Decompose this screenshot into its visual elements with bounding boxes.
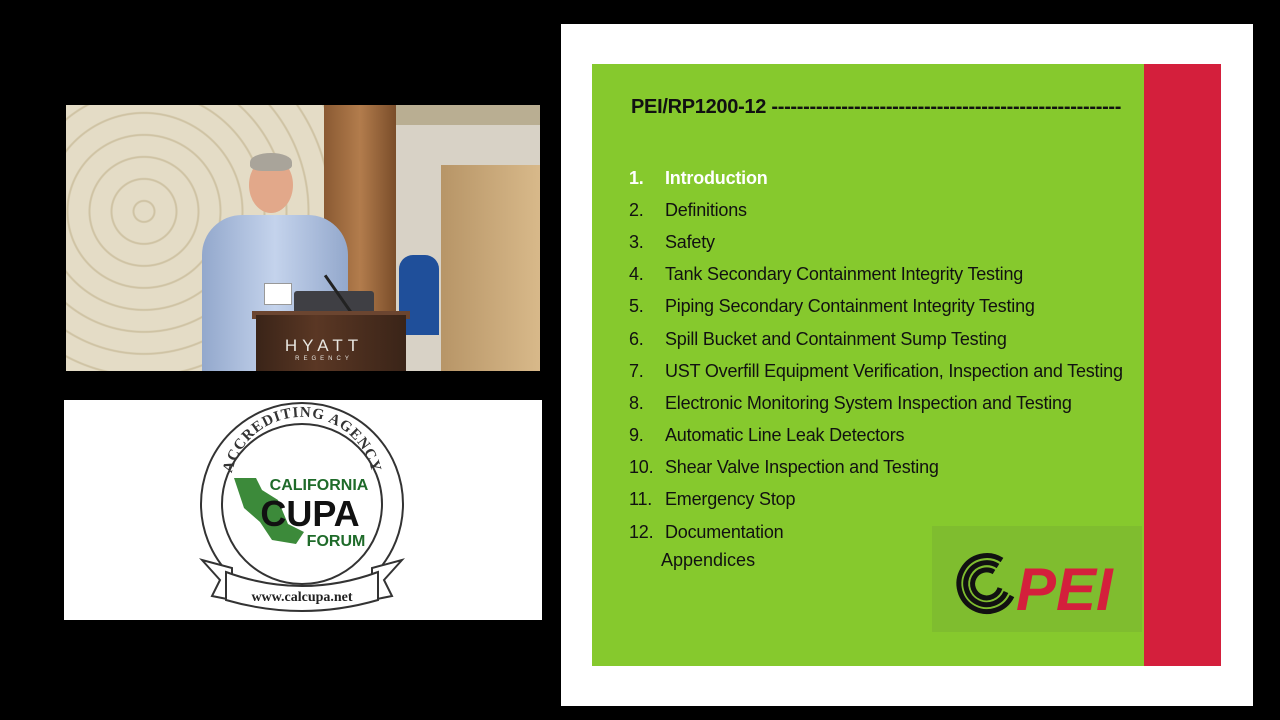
toc-item — [629, 226, 1123, 258]
toc-item — [629, 452, 1123, 484]
toc-item-label: Electronic Monitoring System Inspection and Testing — [665, 392, 1072, 413]
pei-logo — [932, 526, 1142, 632]
toc-item-label: Emergency Stop — [665, 489, 796, 510]
toc-item — [629, 162, 1123, 194]
toc-item — [629, 194, 1123, 226]
toc-item-label: Shear Valve Inspection and Testing — [665, 457, 939, 478]
toc-item — [629, 387, 1123, 419]
logo-line3: FORUM — [306, 533, 366, 550]
pei-logo-graphic — [932, 526, 1142, 632]
slide-red-bar — [1144, 64, 1221, 666]
toc-item-label: Tank Secondary Containment Integrity Testing — [665, 264, 1024, 285]
toc-item-number: 1. — [629, 167, 644, 188]
wall-panel — [441, 165, 540, 371]
toc-item-label: UST Overfill Equipment Verification, Inspection and Testing — [665, 360, 1123, 381]
speaker-video — [66, 105, 540, 371]
pei-swirl-icon — [959, 556, 1012, 612]
toc-item-number: 12. — [629, 521, 654, 542]
logo-url: www.calcupa.net — [251, 590, 353, 605]
toc-item-label: Automatic Line Leak Detectors — [665, 425, 905, 446]
toc-item-number: 2. — [629, 199, 644, 220]
podium-sign — [279, 337, 369, 363]
toc-item-number: 10. — [629, 457, 654, 478]
toc-item — [629, 420, 1123, 452]
toc-item-number: 3. — [629, 231, 644, 252]
toc-item — [629, 355, 1123, 387]
slide-title-dashes: ------------------------------------------------------- — [771, 96, 1122, 118]
table-of-contents — [629, 162, 1123, 548]
cupa-logo-panel — [64, 400, 542, 620]
logo-line1: CALIFORNIA — [269, 477, 369, 494]
logo-line2: CUPA — [260, 493, 360, 534]
toc-item — [629, 323, 1123, 355]
speaker-hair — [250, 153, 292, 171]
slide-title — [631, 96, 1121, 119]
toc-item-number: 9. — [629, 425, 644, 446]
toc-item-number: 4. — [629, 264, 644, 285]
toc-item — [629, 484, 1123, 516]
toc-item-label: Safety — [665, 231, 715, 252]
toc-item-label: Definitions — [665, 199, 747, 220]
toc-item-label: Introduction — [665, 167, 768, 188]
logo-arc-text: ACCREDITING AGENCY — [220, 404, 384, 475]
podium-sign-line2: REGENCY — [295, 356, 353, 362]
slide-title-text: PEI/RP1200-12 — [631, 96, 767, 118]
toc-item — [629, 259, 1123, 291]
name-badge — [264, 283, 292, 305]
toc-item-number: 8. — [629, 392, 644, 413]
toc-item-label: Documentation — [665, 521, 784, 542]
toc-item-label: Spill Bucket and Containment Sump Testing — [665, 328, 1007, 349]
toc-item-number: 7. — [629, 360, 644, 381]
toc-item-number: 6. — [629, 328, 644, 349]
appendices-label: Appendices — [661, 550, 756, 570]
toc-item-number: 11. — [629, 489, 653, 510]
pei-logo-text: PEI — [1016, 556, 1113, 623]
podium-sign-line1: HYATT — [284, 336, 364, 355]
cupa-logo — [64, 400, 542, 620]
toc-item-number: 5. — [629, 296, 644, 317]
toc-item-label: Piping Secondary Containment Integrity Testing — [665, 296, 1035, 317]
toc-item — [629, 291, 1123, 323]
